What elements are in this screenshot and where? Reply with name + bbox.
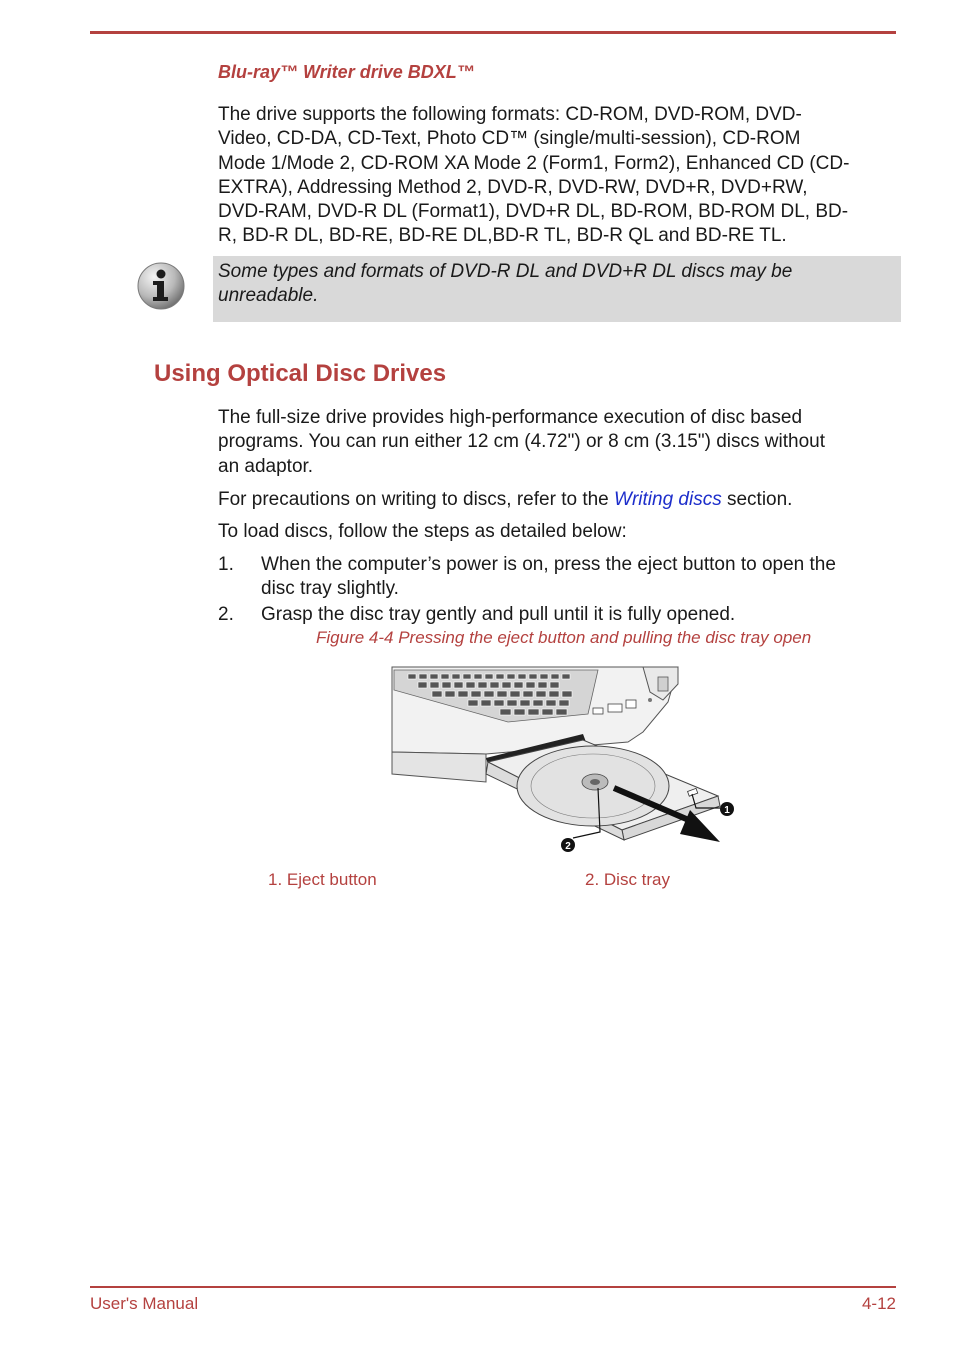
load-intro: To load discs, follow the steps as detailed below: <box>218 521 627 542</box>
figure-caption: Figure 4-4 Pressing the eject button and pulling the disc tray open <box>316 628 812 647</box>
writing-discs-link[interactable]: Writing discs <box>614 489 722 510</box>
legend-disc-tray: 2. Disc tray <box>585 870 671 889</box>
legend-eject-button: 1. Eject button <box>268 870 377 889</box>
step-text: Grasp the disc tray gently and pull until it is fully opened. <box>261 604 736 625</box>
bottom-rule <box>90 1286 896 1288</box>
info-icon <box>136 261 186 311</box>
laptop-disc-tray-illustration <box>388 662 738 857</box>
step-number: 1. <box>218 554 234 575</box>
callout-1-label: 1 <box>724 805 730 816</box>
page-number: 4-12 <box>861 1294 896 1313</box>
top-rule <box>90 31 896 34</box>
intro-paragraph: The full-size drive provides high-performance execution of disc based programs. You can run either 12 cm (4.72") or 8 cm (3.15") discs without an adaptor. <box>218 407 825 477</box>
subheading: Blu-ray™ Writer drive BDXL™ <box>218 62 475 82</box>
footer-title: User's Manual <box>90 1294 199 1313</box>
formats-paragraph: The drive supports the following formats: CD-ROM, DVD-ROM, DVD- Video, CD-DA, CD-Text, Photo CD™ (single/multi-session), CD-ROM Mode 1/Mode 2, CD-ROM XA Mode 2 (Form1, Form2), Enhanced CD (CD- EXTRA), Addressing Method 2, DVD-R, DVD-RW, DVD+R, DVD+RW, DVD-RAM, DVD-R DL (Format1), DVD+R DL, BD-ROM, BD-ROM DL, BD- R, BD-R DL, BD-RE, BD-RE DL,BD-R TL, BD-R QL and BD-RE TL. <box>218 104 850 247</box>
step-text: When the computer’s power is on, press the eject button to open the disc tray slightly. <box>261 554 836 600</box>
precaution-paragraph: For precautions on writing to discs, refer to the Writing discs section. <box>218 489 793 510</box>
step-number: 2. <box>218 604 234 625</box>
note-text: Some types and formats of DVD-R DL and DVD+R DL discs may be unreadable. <box>218 261 793 307</box>
callout-2-label: 2 <box>565 841 571 852</box>
section-heading: Using Optical Disc Drives <box>154 360 447 387</box>
